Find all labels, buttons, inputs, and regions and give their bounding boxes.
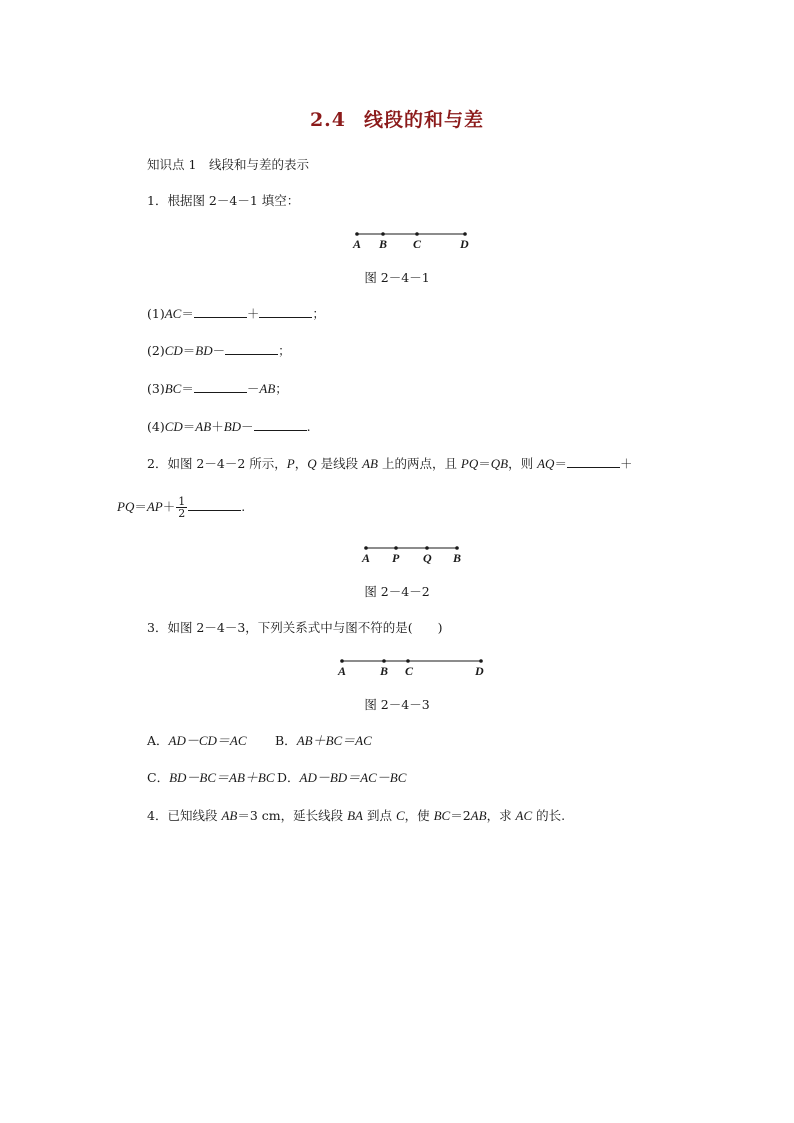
knowledge-point-text: 线段和与差的表示 [208,157,309,172]
item-number: (3) [147,381,165,396]
figure-2-4-2 [350,540,470,566]
figure-2-4-2-caption: 图 2－4－2 [364,584,430,599]
answer-blank[interactable] [194,380,247,393]
semicolon: ； [278,343,291,358]
var-c: C [395,808,405,823]
option-c[interactable] [147,770,275,786]
var-bd: BD [195,343,213,358]
equals-sign: ＝ [182,419,196,434]
var-ba: BA [347,808,363,823]
var-ab: AB [259,381,276,396]
section-number: 2.4 [309,109,347,131]
q2-text: ，则 [508,456,538,471]
var-ac: AC [164,306,182,321]
option-b[interactable] [275,733,372,749]
fraction-numerator: 1 [178,495,186,508]
var-qb: QB [490,456,509,471]
item-number: (1) [147,306,165,321]
var-ab: AB [221,808,238,823]
knowledge-point-label: 知识点 1 [147,157,197,172]
answer-blank[interactable] [225,342,278,355]
point-b-dot [381,232,385,236]
option-expression: AD－BD＝AC－BC [299,770,407,785]
question-2-line-2 [117,496,245,519]
answer-blank[interactable] [567,455,620,468]
q1-item-1 [147,305,325,322]
q1-item-3 [147,380,288,397]
question-1-stem: 1．根据图 2－4－1 填空： [147,193,300,208]
answer-blank[interactable] [254,418,307,431]
answer-blank[interactable] [259,305,312,318]
var-cd: CD [164,419,183,434]
period: . [306,419,311,434]
plus-sign: ＋ [162,499,176,514]
option-expression: AD－CD＝AC [168,733,247,748]
option-expression: AB＋BC＝AC [296,733,372,748]
fraction-one-half [176,496,187,519]
point-q-label: Q [423,551,432,565]
point-d-label: D [475,664,484,678]
q2-text: 2．如图 2－4－2 所示， [147,456,287,471]
point-d-dot [479,659,483,663]
point-b-label: B [380,664,389,678]
point-p-dot [394,546,398,550]
point-a-dot [364,546,368,550]
point-d-label: D [460,237,469,251]
var-ab: AB [195,419,212,434]
var-pq: PQ [117,499,135,514]
equals-sign: ＝ [181,306,194,321]
var-q: Q [307,456,317,471]
var-bc: BC [433,808,451,823]
point-b-dot [382,659,386,663]
var-ab: AB [470,808,487,823]
answer-blank[interactable] [188,498,241,511]
q4-text: ＝2 [450,808,471,823]
option-expression: BD－BC＝AB＋BC [169,770,275,785]
option-label: B． [275,733,297,748]
page-title [0,105,794,132]
q1-item-2 [147,342,291,359]
equals-sign: ＝ [181,381,194,396]
point-p-label: P [392,551,400,565]
option-a[interactable] [147,733,247,749]
q2-text: 上的两点，且 [377,456,461,471]
figure-2-4-1-caption: 图 2－4－1 [364,270,430,285]
equals-sign: ＝ [478,456,491,471]
knowledge-point-heading [147,157,309,173]
point-b-label: B [379,237,388,251]
q2-text: 是线段 [316,456,363,471]
period: . [241,499,246,514]
var-ac: AC [515,808,533,823]
plus-sign: ＋ [211,419,224,434]
minus-sign: － [246,381,260,396]
point-a-label: A [362,551,371,565]
question-4-stem [147,808,565,824]
point-a-dot [340,659,344,663]
semicolon: ； [312,306,325,321]
q4-text: ，使 [404,808,434,823]
option-d[interactable] [277,770,406,786]
equals-sign: ＝ [134,499,147,514]
point-a-dot [355,232,359,236]
figure-2-4-1 [340,226,480,252]
item-number: (2) [147,343,165,358]
var-bd: BD [223,419,242,434]
point-b-dot [455,546,459,550]
plus-sign: ＋ [619,456,633,471]
var-pq: PQ [460,456,479,471]
point-c-dot [415,232,419,236]
q4-text: 的长. [532,808,566,823]
minus-sign: － [241,419,254,434]
var-ab: AB [362,456,378,471]
option-label: A． [147,733,169,748]
q4-text: 4．已知线段 [147,808,222,823]
point-d-dot [463,232,467,236]
q2-text: ， [294,456,308,471]
option-label: C． [147,770,170,785]
minus-sign: － [212,343,226,358]
q4-text: 到点 [362,808,396,823]
point-a-label: A [353,237,362,251]
q4-text: ，求 [486,808,516,823]
figure-2-4-3-caption: 图 2－4－3 [364,697,430,712]
figure-2-4-3 [325,653,495,679]
question-3-stem: 3．如图 2－4－3，下列关系式中与图不符的是( ) [147,620,443,635]
equals-sign: ＝ [554,456,567,471]
var-ap: AP [146,499,163,514]
answer-blank[interactable] [194,305,247,318]
item-number: (4) [147,419,165,434]
var-cd: CD [164,343,183,358]
fraction-denominator: 2 [178,507,186,520]
plus-sign: ＋ [246,306,260,321]
option-label: D． [277,770,300,785]
point-b-label: B [453,551,462,565]
point-q-dot [425,546,429,550]
point-c-dot [406,659,410,663]
point-c-label: C [413,237,422,251]
semicolon: ； [275,381,288,396]
q4-text: ＝3 cm，延长线段 [237,808,348,823]
q1-item-4 [147,418,311,435]
section-title: 线段的和与差 [364,109,485,131]
point-a-label: A [338,664,347,678]
question-2-line-1 [147,455,632,472]
point-c-label: C [405,664,414,678]
equals-sign: ＝ [182,343,196,358]
var-bc: BC [164,381,182,396]
var-p: P [286,456,295,471]
var-aq: AQ [537,456,555,471]
